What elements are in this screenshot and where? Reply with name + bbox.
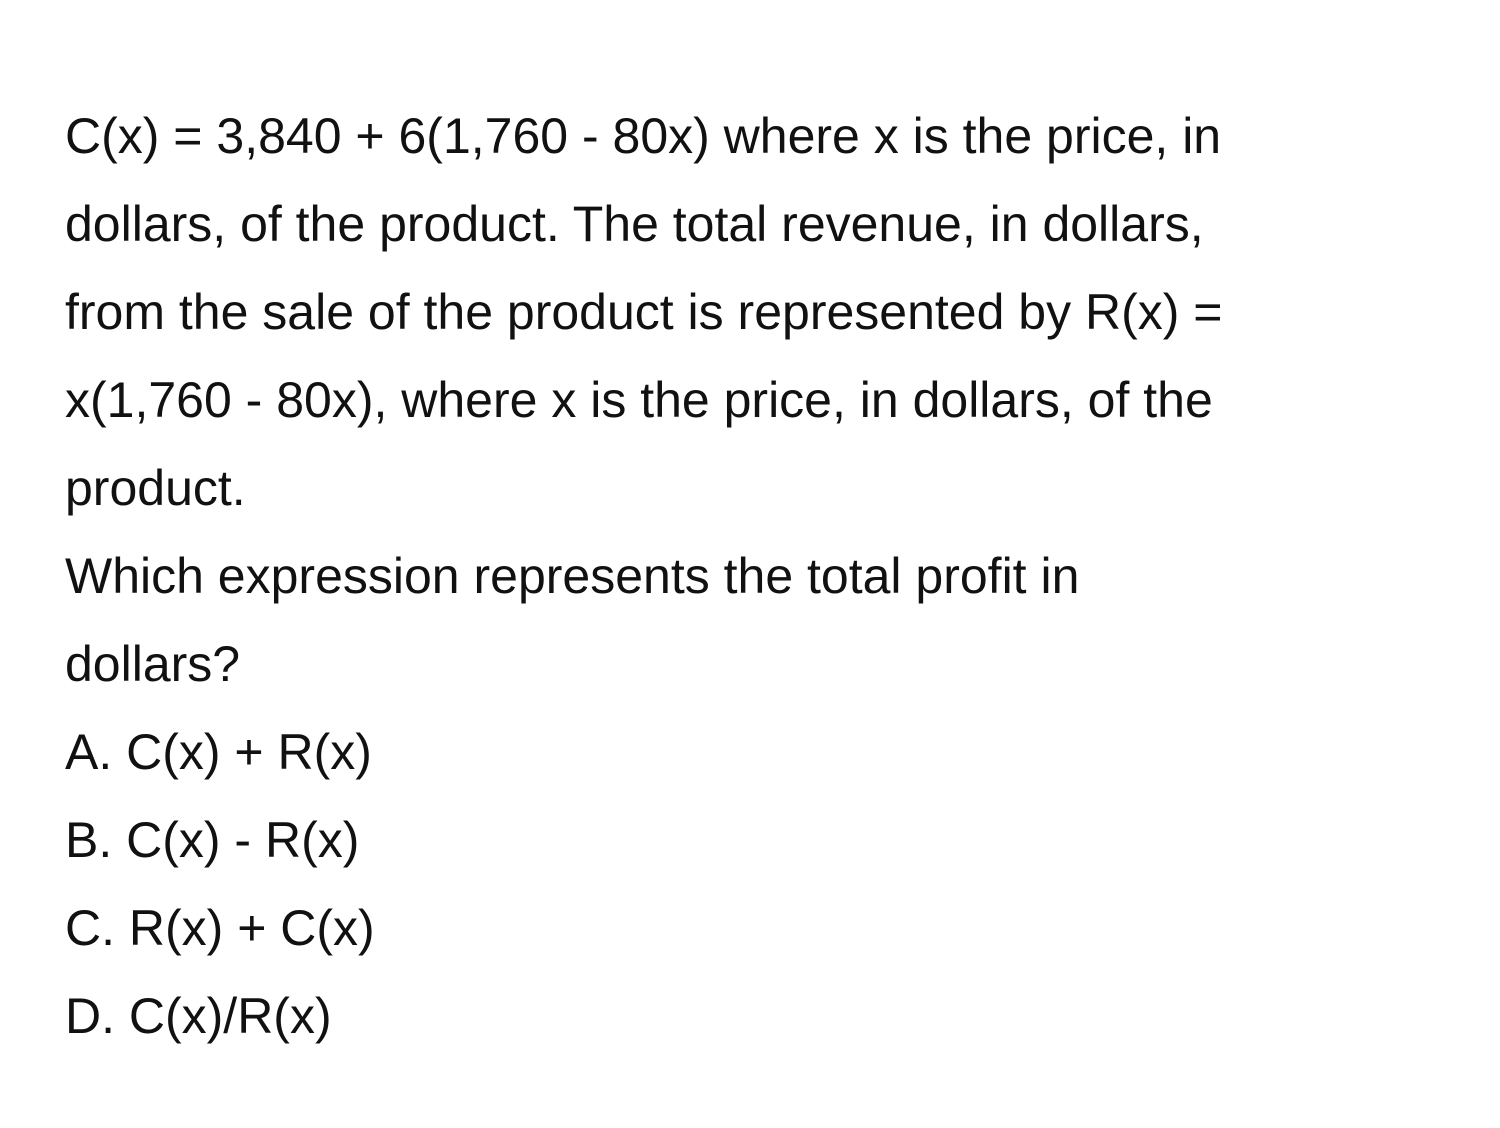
choice-c[interactable]: C. R(x) + C(x) [65,900,375,956]
problem-line: from the sale of the product is represented by R(x) = [65,284,1223,340]
question-line: Which expression represents the total profit in [65,548,1080,604]
choice-d[interactable]: D. C(x)/R(x) [65,988,332,1044]
problem-statement [65,92,1455,532]
problem-line: C(x) = 3,840 + 6(1,760 - 80x) where x is the price, in [65,108,1222,164]
question-prompt [65,532,1455,708]
choice-a[interactable]: A. C(x) + R(x) [65,724,372,780]
answer-choices [65,708,1455,1060]
choice-b[interactable]: B. C(x) - R(x) [65,812,360,868]
question-document [65,92,1455,1060]
problem-line: dollars, of the product. The total revenue, in dollars, [65,196,1204,252]
question-line: dollars? [65,636,241,692]
problem-line: product. [65,460,246,516]
problem-line: x(1,760 - 80x), where x is the price, in dollars, of the [65,372,1213,428]
